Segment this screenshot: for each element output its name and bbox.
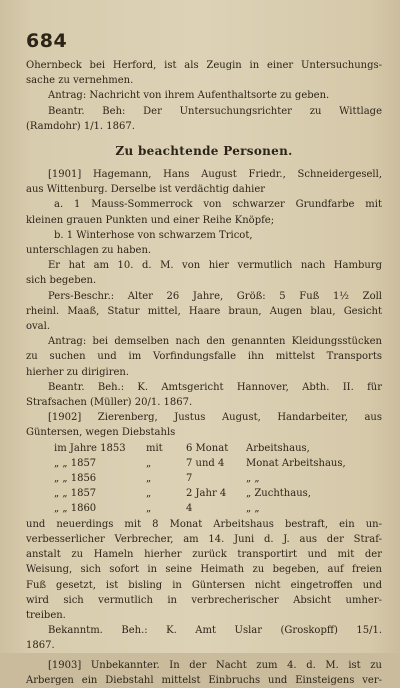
table-cell: 4	[186, 503, 193, 515]
table-cell: Arbeitshaus,	[246, 442, 310, 454]
text-line: a. 1 Mauss-Sommerrock von schwarzer Grundfarbe mit	[54, 199, 382, 211]
text-line: [1901] Hagemann, Hans August Friedr., Schneidergesell,	[48, 169, 382, 181]
table-cell: „ „	[246, 503, 260, 515]
text-line: oval.	[26, 321, 51, 333]
sentence-table	[26, 441, 382, 517]
table-cell: 2 Jahr 4	[186, 488, 227, 500]
text-line: Arbergen ein Diebstahl mittelst Einbruchs und Einsteigens ver-	[26, 674, 382, 686]
table-row	[26, 471, 382, 486]
text-line: verbesserlicher Verbrecher, am 14. Juni d. J. aus der Straf-	[26, 533, 382, 545]
table-cell: „	[146, 473, 152, 485]
text-line: treiben.	[26, 609, 66, 621]
table-cell: Monat Arbeitshaus,	[246, 457, 346, 469]
table-row	[26, 456, 382, 471]
text-line: hierher zu dirigiren.	[26, 366, 130, 378]
intro-block	[26, 58, 382, 134]
table-cell: mit	[146, 442, 163, 454]
table-row	[26, 441, 382, 456]
text-line: Pers-Beschr.: Alter 26 Jahre, Größ: 5 Fuß 1½ Zoll	[48, 290, 382, 302]
text-line: wird sich vermutlich in verbrecherischer Absicht umher-	[26, 594, 382, 606]
text-line: anstalt zu Hameln hierher zurück transportirt und mit der	[26, 549, 382, 561]
text-line: Antrag: Nachricht von ihrem Aufenthaltsorte zu geben.	[48, 90, 330, 102]
text-line: kleinen grauen Punkten und einer Reihe Knöpfe;	[26, 214, 275, 226]
table-cell: „ „	[246, 473, 260, 485]
text-line: Beantr. Beh.: K. Amtsgericht Hannover, Abth. II. für	[48, 381, 382, 393]
text-line: sache zu vernehmen.	[26, 75, 134, 87]
text-line: Weisung, sich sofort in seine Heimath zu begeben, auf freien	[26, 564, 382, 576]
table-cell: „ „ 1856	[54, 473, 97, 485]
text-line: Antrag: bei demselben nach den genannten Kleidungsstücken	[48, 336, 382, 348]
table-cell: „ „ 1857	[54, 457, 97, 469]
table-cell: 7 und 4	[186, 457, 225, 469]
text-line: Er hat am 10. d. M. von hier vermutlich nach Hamburg	[48, 260, 382, 272]
text-line: 1867.	[26, 640, 55, 652]
entry-1901	[26, 167, 382, 441]
entry-1902-rest	[26, 517, 382, 654]
text-line: sich begeben.	[26, 275, 97, 287]
text-line: rheinl. Maaß, Statur mittel, Haare braun, Augen blau, Gesicht	[26, 305, 382, 317]
table-cell: 7	[186, 473, 193, 485]
table-row	[26, 501, 382, 516]
text-line: [1903] Unbekannter. In der Nacht zum 4. d. M. ist zu	[48, 659, 382, 671]
table-cell: 6 Monat	[186, 442, 229, 454]
text-line: b. 1 Winterhose von schwarzem Tricot,	[54, 229, 253, 241]
text-line: [1902] Zierenberg, Justus August, Handarbeiter, aus	[48, 412, 382, 424]
section-heading: Zu beachtende Personen.	[115, 144, 293, 159]
text-line: Ohernbeck bei Herford, ist als Zeugin in einer Untersuchungs-	[26, 60, 382, 71]
text-line: (Ramdohr) 1/1. 1867.	[26, 120, 135, 132]
text-line: und neuerdings mit 8 Monat Arbeitshaus bestraft, ein un-	[26, 518, 382, 530]
table-cell: „ „ 1860	[54, 503, 97, 515]
text-line: Strafsachen (Müller) 20/1. 1867.	[26, 397, 193, 409]
text-line: Fuß gesetzt, ist bisling in Güntersen nicht eingetroffen und	[26, 579, 382, 591]
text-line: Bekanntm. Beh.: K. Amt Uslar (Groskopff) 15/1.	[48, 625, 382, 637]
table-row	[26, 486, 382, 501]
text-line: Beantr. Beh: Der Untersuchungsrichter zu Wittlage	[48, 105, 382, 117]
table-cell: „ „ 1857	[54, 488, 97, 500]
page-number: 684	[26, 30, 68, 52]
text-line: aus Wittenburg. Derselbe ist verdächtig dahier	[26, 184, 266, 196]
table-cell: „	[146, 457, 152, 469]
table-cell: „	[146, 503, 152, 515]
table-cell: im Jahre 1853	[54, 442, 126, 454]
text-line: zu suchen und im Vorfindungsfalle ihn mittelst Transports	[26, 351, 382, 363]
table-cell: „ Zuchthaus,	[246, 488, 311, 500]
text-line: Güntersen, wegen Diebstahls	[26, 427, 176, 439]
entry-1903	[26, 658, 382, 688]
text-line: unterschlagen zu haben.	[26, 245, 152, 257]
table-cell: „	[146, 488, 152, 500]
